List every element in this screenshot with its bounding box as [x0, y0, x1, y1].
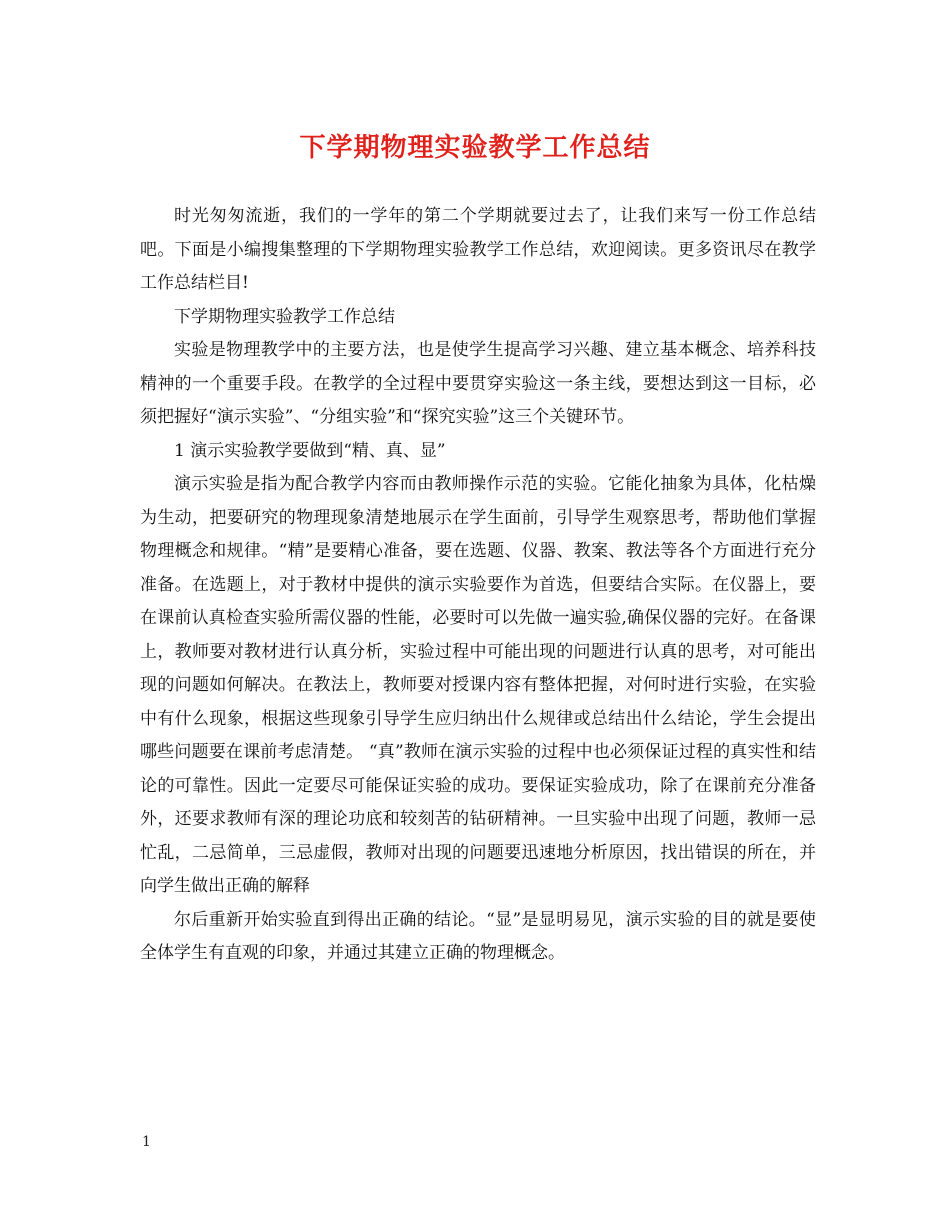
subsection-heading: 1 演示实验教学要做到“精、真、显” — [174, 440, 446, 461]
body-paragraph: 实验是物理教学中的主要方法，也是使学生提高学习兴趣、建立基本概念、培养科技精神的一个重要手段。在教学的全过程中要贯穿实验这一条主线，要想达到这一目标，必须把握好“演示实验”、“分组实验”和“探究实验”这三个关键环节。 — [140, 340, 816, 427]
page-number: 1 — [142, 1134, 151, 1150]
intro-paragraph: 时光匆匆流逝，我们的一学年的第二个学期就要过去了，让我们来写一份工作总结吧。下面是小编搜集整理的下学期物理实验教学工作总结，欢迎阅读。更多资讯尽在教学工作总结栏目! — [140, 206, 816, 293]
body-paragraph: 尔后重新开始实验直到得出正确的结论。“显”是显明易见，演示实验的目的就是要使全体学生有直观的印象，并通过其建立正确的物理概念。 — [140, 909, 816, 963]
section-heading: 下学期物理实验教学工作总结 — [174, 306, 395, 327]
document-body — [140, 200, 816, 971]
document-title: 下学期物理实验教学工作总结 — [299, 133, 651, 163]
body-paragraph: 演示实验是指为配合教学内容而由教师操作示范的实验。它能化抽象为具体，化枯燥为生动，把要研究的物理现象清楚地展示在学生面前，引导学生观察思考，帮助他们掌握物理概念和规律。“精”是要精心准备，要在选题、仪器、教案、教法等各个方面进行充分准备。在选题上，对于教材中提供的演示实验要作为首选，但要结合实际。在仪器上，要在课前认真检查实验所需仪器的性能，必要时可以先做一遍实验,确保仪器的完好。在备课上，教师要对教材进行认真分析，实验过程中可能出现的问题进行认真的思考，对可能出现的问题如何解决。在教法上，教师要对授课内容有整体把握，对何时进行实验，在实验中有什么现象，根据这些现象引导学生应归纳出什么规律或总结出什么结论，学生会提出哪些问题要在课前考虑清楚。 “真”教师在演示实验的过程中也必须保证过程的真实性和结论的可靠性。因此一定要尽可能保证实验的成功。要保证实验成功，除了在课前充分准备外，还要求教师有深的理论功底和较刻苦的钻研精神。一旦实验中出现了问题，教师一忌忙乱，二忌简单，三忌虚假，教师对出现的问题要迅速地分析原因，找出错误的所在，并向学生做出正确的解释 — [140, 474, 816, 896]
